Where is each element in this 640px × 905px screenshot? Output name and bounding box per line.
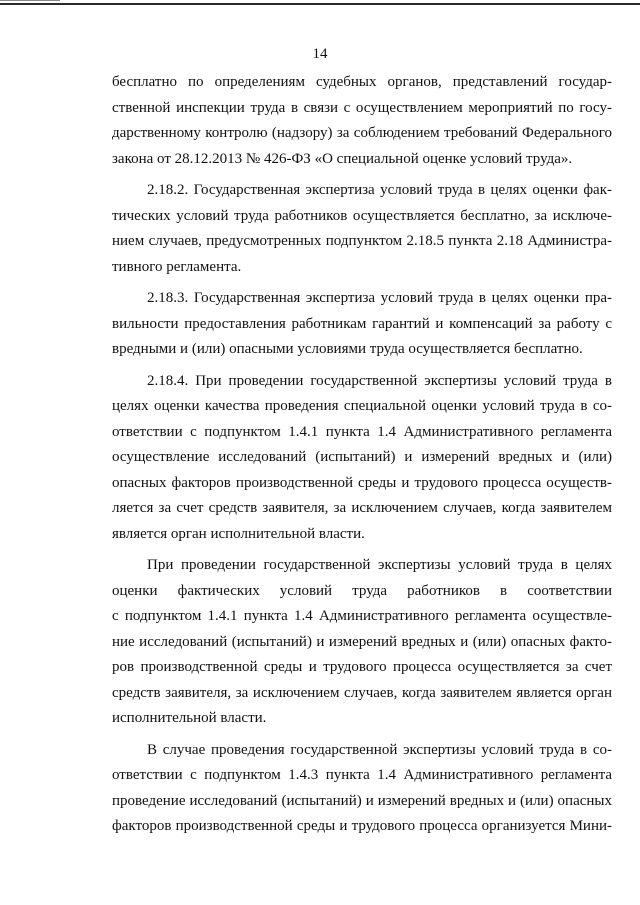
- text-line: оценки фактических условий труда работников в соответствии: [112, 582, 612, 599]
- text-line: ров производственной среды и трудового процесса осуществляется за счет: [112, 659, 612, 675]
- text-line: факторов производственной среды и трудового процесса организуется Мини-: [112, 818, 612, 834]
- text-line: опасных факторов производственной среды и трудового процесса осуществ-: [112, 474, 612, 491]
- text-line: 2.18.2. Государственная экспертиза условий труда в целях оценки фак-: [147, 182, 612, 198]
- text-line: вильности предоставления работникам гарантий и компенсаций за работу с: [112, 315, 612, 332]
- text-line: В случае проведения государственной экспертизы условий труда в со-: [147, 741, 612, 758]
- text-line: 2.18.3. Государственная экспертиза условий труда в целях оценки пра-: [147, 290, 612, 306]
- text-line: ответствии с подпунктом 1.4.3 пункта 1.4 Административного регламента: [112, 767, 612, 783]
- text-line: осуществление исследований (испытаний) и измерений вредных и (или): [112, 449, 612, 465]
- text-line: исполнительной власти.: [112, 710, 267, 726]
- text-line: нием случаев, предусмотренных подпунктом 2.18.5 пункта 2.18 Администра-: [112, 233, 612, 249]
- paragraph: [112, 178, 612, 280]
- text-line: проведение исследований (испытаний) и измерений вредных и (или) опасных: [112, 792, 612, 809]
- text-line: 2.18.4. При проведении государственной экспертизы условий труда в: [147, 372, 612, 389]
- text-line: с подпунктом 1.4.1 пункта 1.4 Административного регламента осуществле-: [112, 608, 612, 624]
- paragraph: [112, 286, 612, 363]
- text-line: При проведении государственной экспертизы условий труда в целях: [147, 557, 612, 573]
- paragraph: [112, 553, 612, 732]
- text-line: является орган исполнительной власти.: [112, 525, 365, 542]
- page-number: 14: [312, 46, 328, 62]
- paragraph: [112, 70, 612, 172]
- text-line: средств заявителя, за исключением случаев, когда заявителем является орган: [112, 684, 612, 701]
- top-edge-line: [0, 0, 60, 1]
- text-line: закона от 28.12.2013 № 426-ФЗ «О специальной оценке условий труда».: [112, 150, 573, 167]
- top-border-line: [0, 3, 640, 5]
- text-line: ственной инспекции труда в связи с осуществлением мероприятий по госу-: [112, 99, 612, 116]
- document-body: [112, 70, 612, 840]
- text-line: дарственному контролю (надзору) за соблюдением требований Федерального: [112, 125, 612, 141]
- paragraph: [112, 738, 612, 840]
- text-line: бесплатно по определениям судебных органов, представлений государ-: [112, 74, 612, 90]
- text-line: тивного регламента.: [112, 258, 242, 275]
- text-line: ние исследований (испытаний) и измерений вредных и (или) опасных факто-: [112, 633, 612, 650]
- text-line: тических условий труда работников осуществляется бесплатно, за исключе-: [112, 207, 612, 224]
- text-line: вредными и (или) опасными условиями труда осуществляется бесплатно.: [112, 341, 583, 357]
- text-line: ляется за счет средств заявителя, за исключением случаев, когда заявителем: [112, 500, 612, 516]
- text-line: целях оценки качества проведения специальной оценки условий труда в со-: [112, 398, 612, 414]
- text-line: ответствии с подпунктом 1.4.1 пункта 1.4 Административного регламента: [112, 423, 612, 440]
- paragraph: [112, 369, 612, 548]
